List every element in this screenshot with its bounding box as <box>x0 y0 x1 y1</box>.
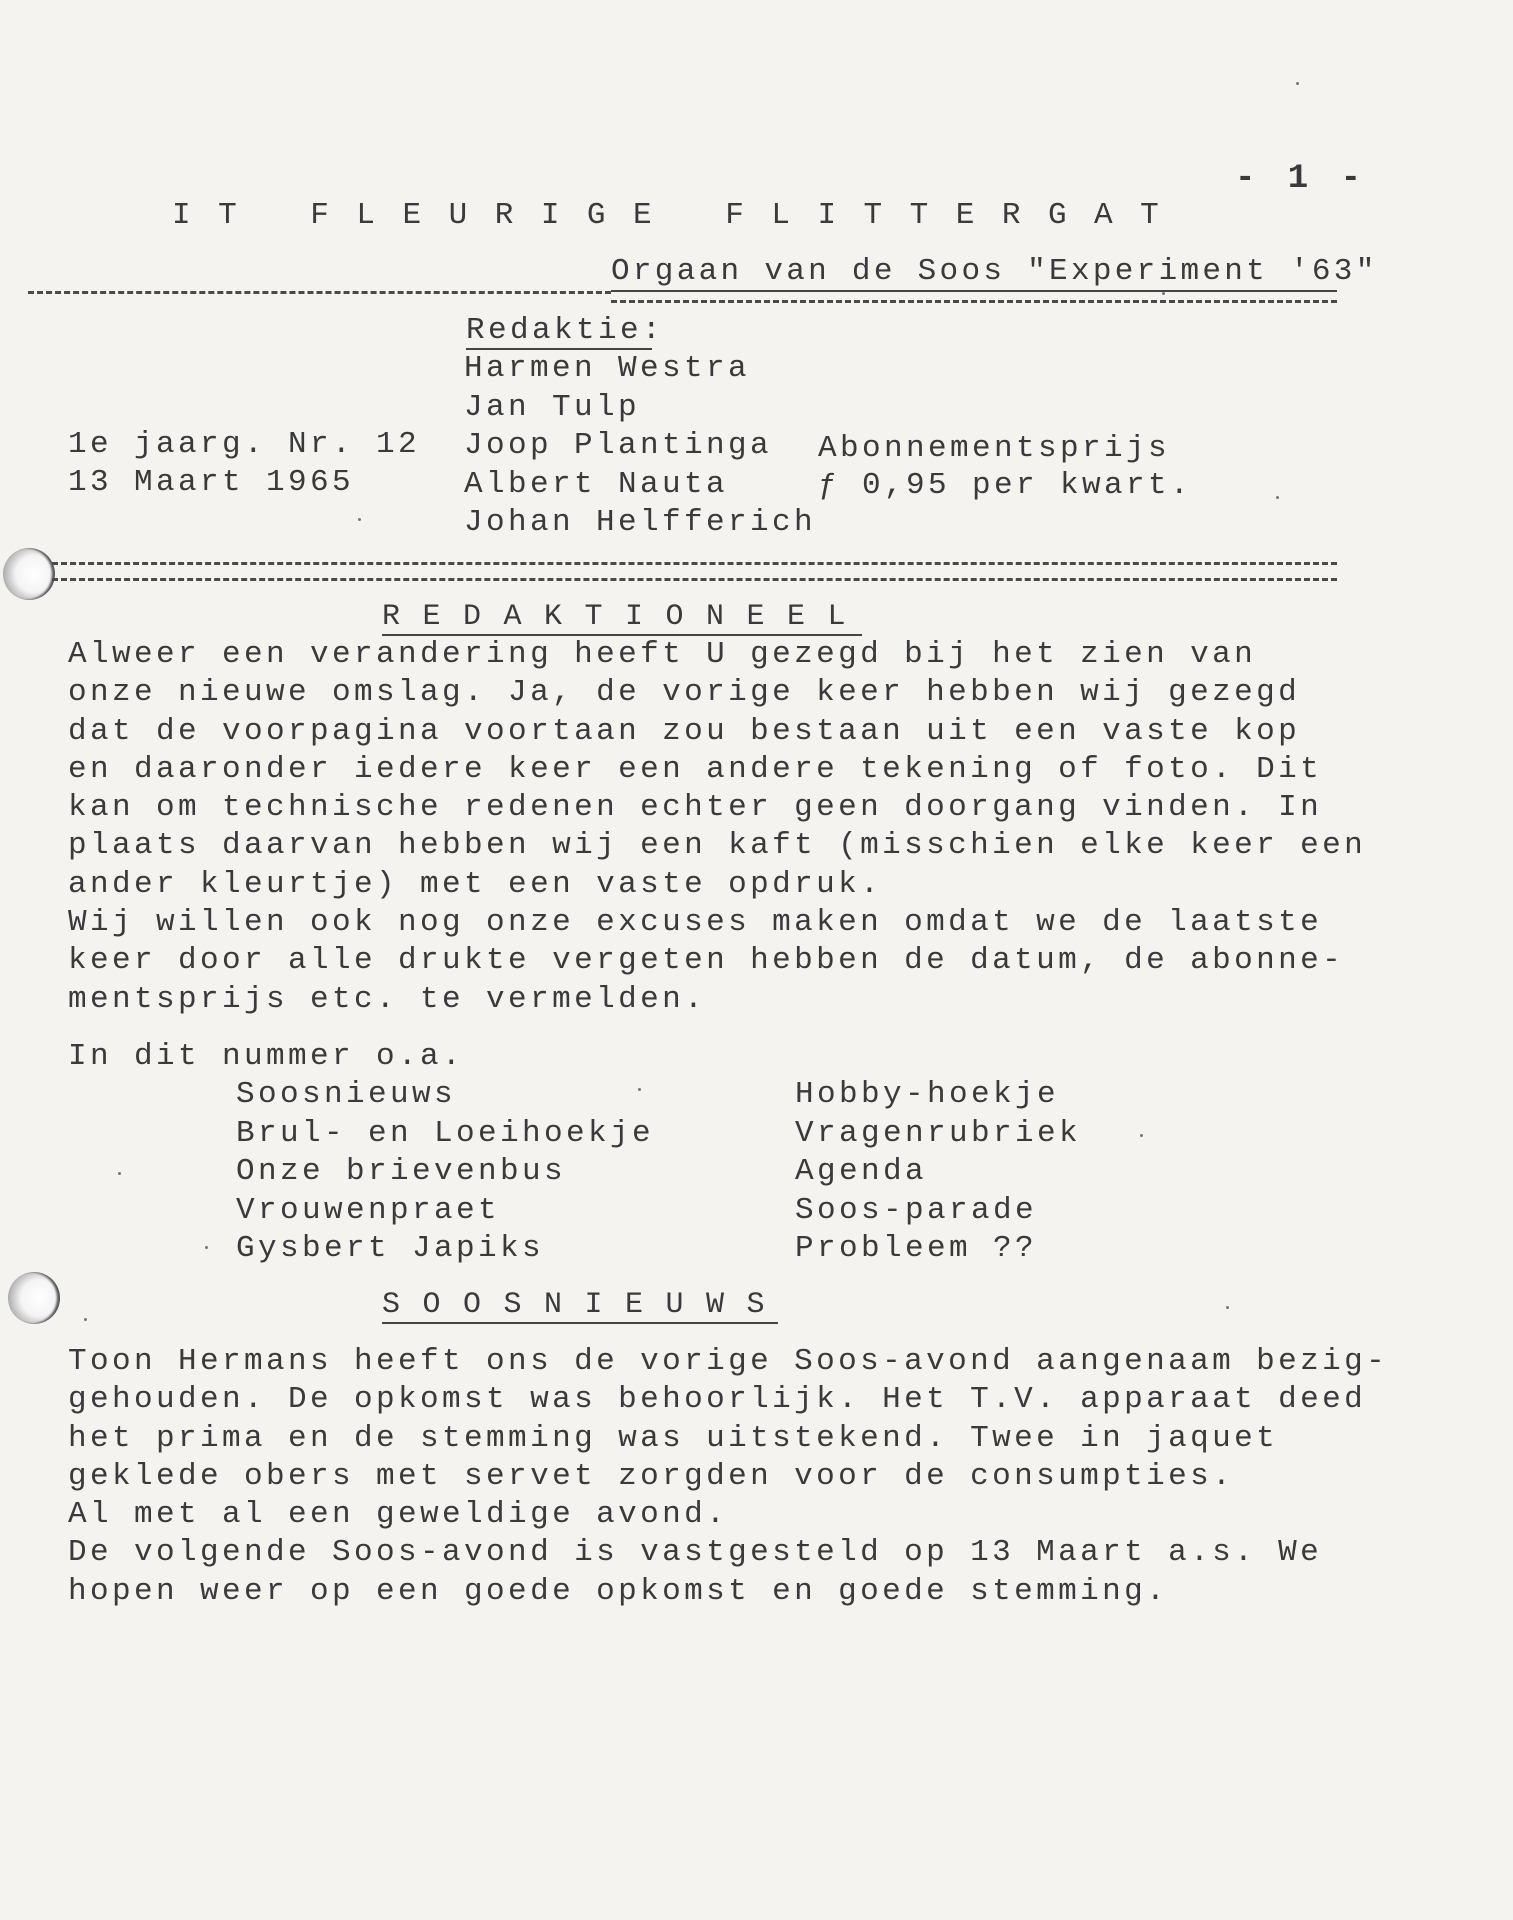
soosnieuws-underline <box>382 1322 778 1324</box>
issue-date: 13 Maart 1965 <box>68 465 355 500</box>
masthead-rule-2 <box>52 578 1337 581</box>
contents-item: Brul- en Loeihoekje <box>236 1115 655 1151</box>
text-line: onze nieuwe omslag. Ja, de vorige keer hebben wij gezegd <box>68 675 1301 711</box>
text-line: het prima en de stemming was uitstekend. Twee in jaquet <box>68 1420 1279 1456</box>
text-line: Al met al een geweldige avond. <box>68 1497 729 1533</box>
contents-intro: In dit nummer o.a. <box>68 1039 465 1074</box>
soosnieuws-text <box>68 1343 1388 1611</box>
contents-item: Soos-parade <box>795 1192 1038 1228</box>
contents-item: Agenda <box>795 1154 928 1190</box>
paper-speck <box>1162 292 1165 295</box>
contents-item: Hobby-hoekje <box>795 1077 1060 1112</box>
paper-speck <box>1296 82 1299 85</box>
paper-speck <box>118 1172 121 1175</box>
editor-name: Johan Helfferich <box>464 505 817 541</box>
text-line: dat de voorpagina voortaan zou bestaan uit een vaste kop <box>68 713 1301 749</box>
text-line: Wij willen ook nog onze excuses maken omdat we de laatste <box>68 905 1323 941</box>
text-line: Toon Hermans heeft ons de vorige Soos-avond aangenaam bezig- <box>68 1344 1389 1379</box>
text-line: kan om technische redenen echter geen doorgang vinden. In <box>68 790 1323 826</box>
masthead-rule-1 <box>52 562 1337 565</box>
paper-speck <box>84 1318 87 1321</box>
editors-list <box>464 350 816 543</box>
text-line: en daaronder iedere keer een andere tekening of foto. Dit <box>68 751 1323 787</box>
punch-hole-bottom <box>8 1272 60 1324</box>
text-line: geklede obers met servet zorgden voor de consumpties. <box>68 1458 1235 1494</box>
editor-name: Harmen Westra <box>464 351 751 386</box>
editor-name: Joop Plantinga <box>464 428 773 464</box>
editor-name: Jan Tulp <box>464 389 641 425</box>
soosnieuws-heading: SOOSNIEUWS <box>382 1288 788 1322</box>
subscription-price: ƒ 0,95 per kwart. <box>818 468 1193 503</box>
text-line: keer door alle drukte vergeten hebben de datum, de abonne- <box>68 943 1345 979</box>
text-line: mentsprijs etc. te vermelden. <box>68 981 707 1017</box>
contents-item: Vragenrubriek <box>795 1115 1082 1151</box>
newsletter-title: IT FLEURIGE FLITTERGAT <box>172 198 1187 233</box>
punch-hole-top <box>3 548 55 600</box>
header-rule-right <box>611 300 1337 303</box>
subtitle-underline <box>611 290 1337 292</box>
issue-number: 1e jaarg. Nr. 12 <box>68 427 421 462</box>
text-line: hopen weer op een goede opkomst en goede stemming. <box>68 1573 1169 1609</box>
paper-speck <box>638 1088 641 1091</box>
paper-speck <box>1226 1306 1229 1309</box>
text-line: plaats daarvan hebben wij een kaft (misschien elke keer een <box>68 828 1367 864</box>
contents-item: Probleem ?? <box>795 1231 1038 1267</box>
text-line: gehouden. De opkomst was behoorlijk. Het T.V. apparaat deed <box>68 1382 1367 1418</box>
editor-name: Albert Nauta <box>464 466 729 502</box>
contents-left-column <box>236 1076 654 1269</box>
newsletter-subtitle: Orgaan van de Soos "Experiment '63" <box>611 254 1378 289</box>
contents-item: Onze brievenbus <box>236 1154 567 1190</box>
subscription-label: Abonnementsprijs <box>818 431 1171 466</box>
text-line: ander kleurtje) met een vaste opdruk. <box>68 866 883 902</box>
contents-item: Gysbert Japiks <box>236 1231 545 1267</box>
paper-speck <box>1140 1134 1143 1137</box>
text-line: De volgende Soos-avond is vastgesteld op 13 Maart a.s. We <box>68 1535 1323 1571</box>
page-number: - 1 - <box>1235 160 1368 198</box>
text-line: Alweer een verandering heeft U gezegd bij het zien van <box>68 637 1257 672</box>
paper-speck <box>1276 496 1279 499</box>
paper-speck <box>358 518 361 521</box>
contents-item: Soosnieuws <box>236 1077 457 1112</box>
redaktioneel-heading: REDAKTIONEEL <box>382 600 869 634</box>
contents-item: Vrouwenpraet <box>236 1192 501 1228</box>
paper-speck <box>205 1246 208 1249</box>
editors-label: Redaktie: <box>466 313 665 348</box>
contents-right-column <box>795 1076 1081 1269</box>
redaktioneel-text <box>68 636 1366 1019</box>
header-rule-left <box>28 291 611 294</box>
